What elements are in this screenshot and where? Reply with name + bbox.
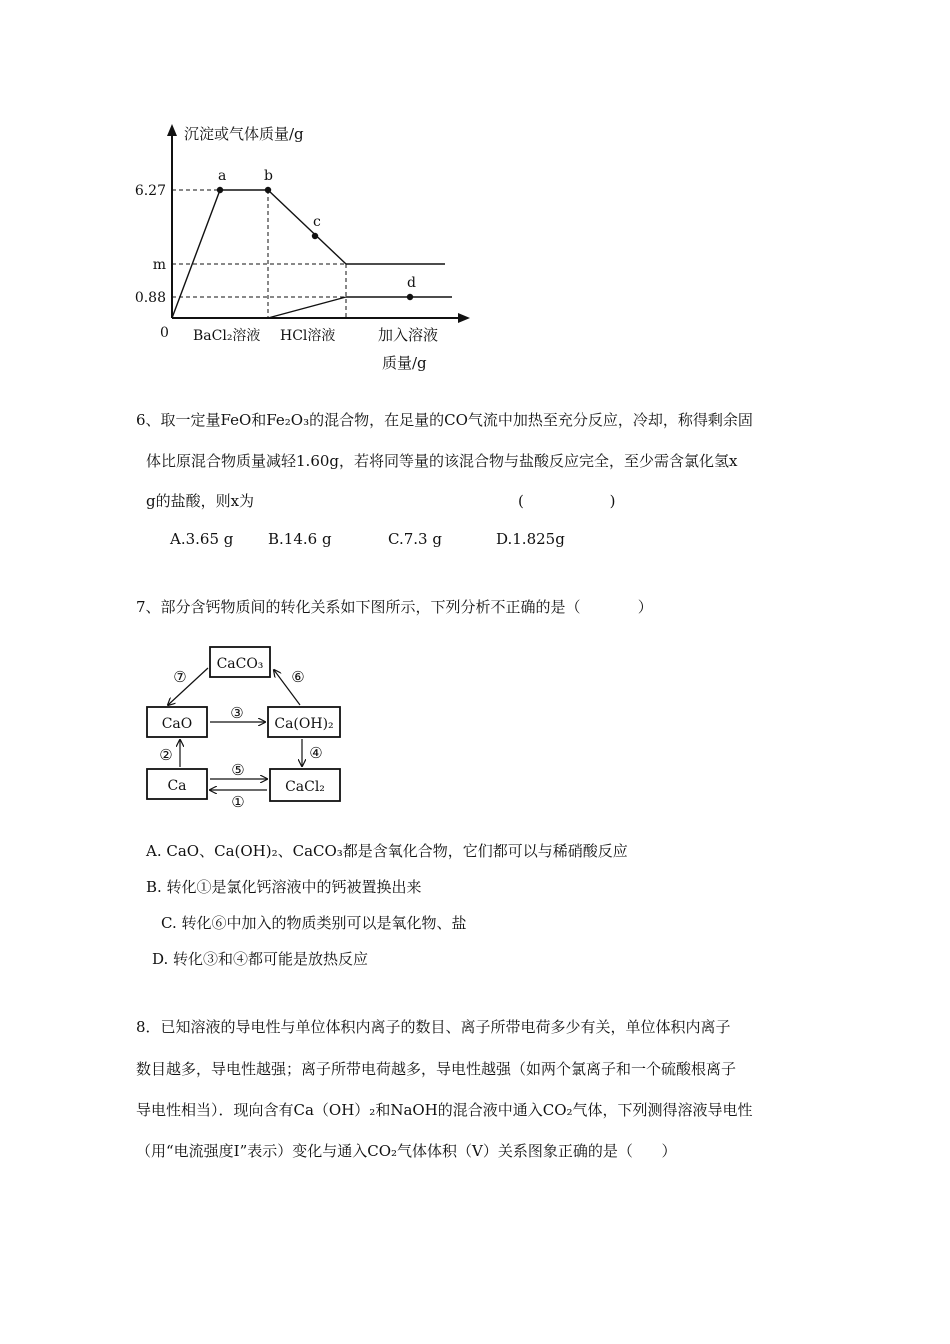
label-1: ① bbox=[231, 793, 245, 811]
text-caco3: CaCO₃ bbox=[216, 656, 264, 672]
x-axis-label-1: 加入溶液 bbox=[378, 326, 439, 344]
curve-fall bbox=[268, 190, 346, 264]
q7-stem: 7、部分含钙物质间的转化关系如下图所示，下列分析不正确的是（ ） bbox=[136, 598, 653, 616]
q6-line3: g的盐酸，则x为 bbox=[146, 492, 255, 510]
q7-option-d[interactable]: D. 转化③和④都可能是放热反应 bbox=[152, 950, 369, 968]
q8-line4: （用“电流强度I”表示）变化与通入CO₂气体体积（V）关系图象正确的是（ ） bbox=[136, 1142, 677, 1160]
point-a bbox=[217, 187, 223, 193]
y-axis-arrow bbox=[167, 124, 177, 136]
label-2: ② bbox=[159, 746, 173, 764]
q7-option-c[interactable]: C. 转化⑥中加入的物质类别可以是氧化物、盐 bbox=[161, 914, 467, 932]
x-axis-label-2: 质量/g bbox=[382, 354, 427, 372]
mass-graph bbox=[120, 110, 480, 380]
label-6: ⑥ bbox=[291, 668, 305, 686]
text-cacl2: CaCl₂ bbox=[285, 779, 325, 795]
q8-line1: 8．已知溶液的导电性与单位体积内离子的数目、离子所带电荷多少有关，单位体积内离子 bbox=[136, 1018, 731, 1036]
origin-label: 0 bbox=[160, 325, 169, 341]
label-c: c bbox=[313, 214, 321, 230]
q7-option-a[interactable]: A. CaO、Ca(OH)₂、CaCO₃都是含氧化合物，它们都可以与稀硝酸反应 bbox=[146, 842, 628, 860]
label-d: d bbox=[407, 275, 416, 291]
text-cao: CaO bbox=[161, 716, 193, 732]
q6-line2: 体比原混合物质量减轻1.60g，若将同等量的该混合物与盐酸反应完全，至少需含氯化氢x bbox=[146, 452, 738, 470]
x-seg1-label: BaCl₂溶液 bbox=[193, 328, 261, 344]
text-caoh2: Ca(OH)₂ bbox=[274, 716, 334, 732]
x-seg2-label: HCl溶液 bbox=[280, 328, 336, 344]
label-7: ⑦ bbox=[173, 668, 187, 686]
q6-option-c[interactable]: C.7.3 g bbox=[388, 530, 442, 548]
q7-option-b[interactable]: B. 转化①是氯化钙溶液中的钙被置换出来 bbox=[146, 878, 422, 896]
q8-line2: 数目越多，导电性越强；离子所带电荷越多，导电性越强（如两个氯离子和一个硫酸根离子 bbox=[136, 1060, 737, 1078]
q6-option-b[interactable]: B.14.6 g bbox=[268, 530, 332, 548]
point-d bbox=[407, 294, 413, 300]
label-3: ③ bbox=[230, 704, 244, 722]
q8-line3: 导电性相当）．现向含有Ca（OH）₂和NaOH的混合液中通入CO₂气体，下列测得溶液导电性 bbox=[136, 1101, 753, 1119]
label-a: a bbox=[218, 168, 227, 184]
point-c bbox=[312, 233, 318, 239]
label-4: ④ bbox=[309, 744, 323, 762]
q6-line1: 6、取一定量FeO和Fe₂O₃的混合物，在足量的CO气流中加热至充分反应，冷却，称得剩余固 bbox=[136, 411, 753, 429]
gas-rise bbox=[268, 297, 346, 318]
calcium-diagram bbox=[140, 640, 360, 815]
x-axis-arrow bbox=[458, 313, 470, 323]
label-5: ⑤ bbox=[231, 761, 245, 779]
tick-627: 6.27 bbox=[134, 183, 166, 199]
tick-m: m bbox=[152, 257, 166, 273]
tick-088: 0.88 bbox=[134, 290, 166, 306]
q6-option-a[interactable]: A.3.65 g bbox=[170, 530, 234, 548]
text-ca: Ca bbox=[167, 778, 187, 794]
label-b: b bbox=[264, 168, 273, 184]
y-axis-label: 沉淀或气体质量/g bbox=[184, 125, 304, 143]
q6-answer-paren: ( ) bbox=[518, 492, 616, 510]
point-b bbox=[265, 187, 271, 193]
curve-rise bbox=[172, 190, 220, 318]
q6-option-d[interactable]: D.1.825g bbox=[496, 530, 565, 548]
